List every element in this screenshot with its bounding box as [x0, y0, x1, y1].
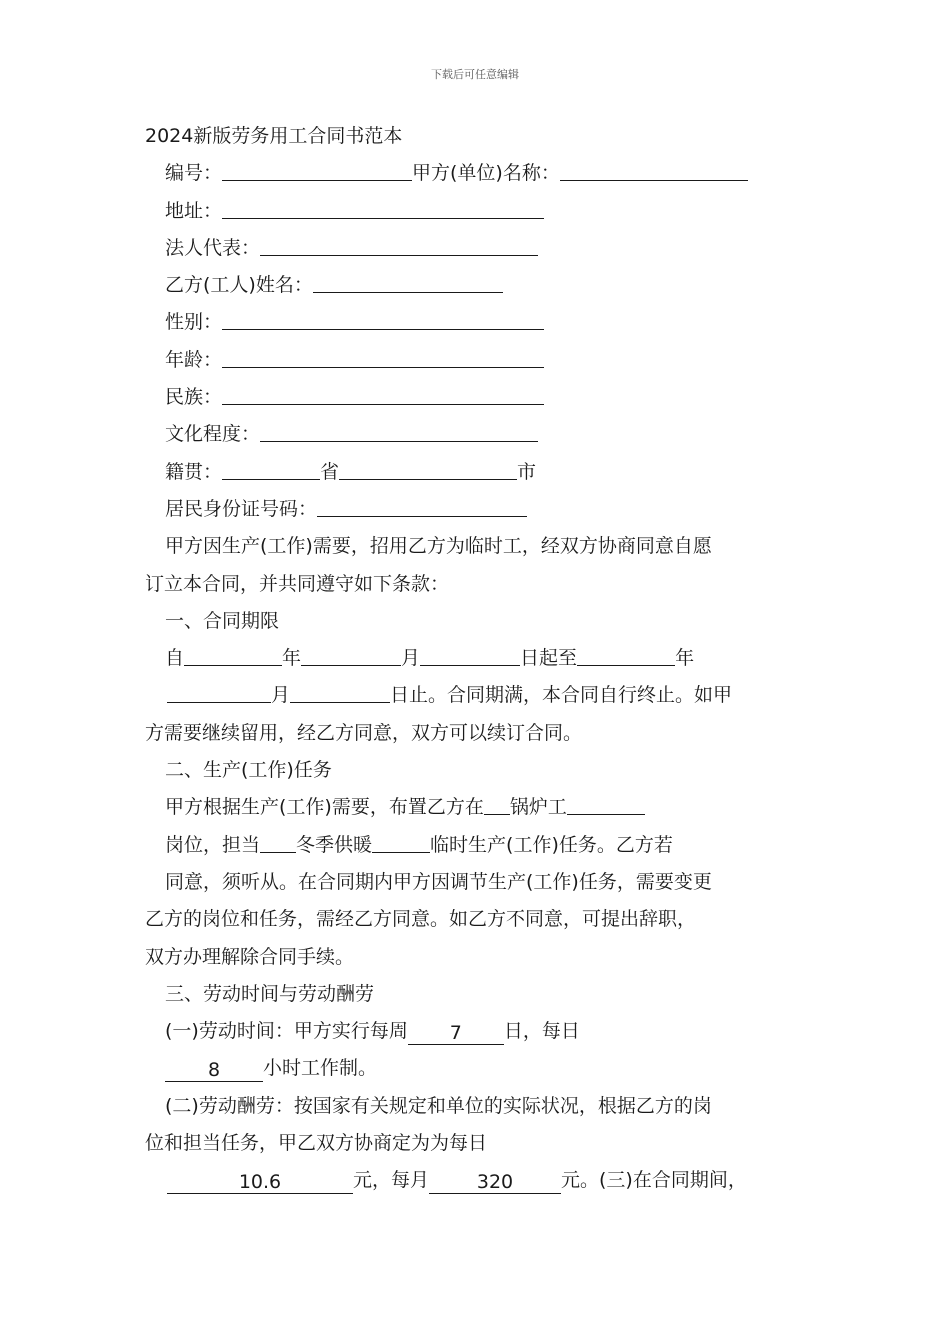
task-blank-right[interactable]: [372, 830, 430, 853]
number-label: 编号：: [165, 162, 223, 185]
age-field[interactable]: [222, 345, 544, 368]
intro-line-2: 订立本合同，并共同遵守如下条款：: [145, 572, 450, 595]
section-3-heading: 三、劳动时间与劳动酬劳: [165, 982, 375, 1005]
party-b-name-label: 乙方(工人)姓名：: [165, 274, 313, 297]
document-title: 2024新版劳务用工合同书范本: [145, 125, 403, 147]
end-month-text: 月: [271, 684, 291, 707]
end-day-field[interactable]: [290, 680, 390, 703]
pay-row-3: [145, 1162, 810, 1199]
province-field[interactable]: [222, 457, 320, 480]
until-text: 日起至: [520, 647, 578, 670]
hours-text-1: (一)劳动时间：甲方实行每周: [165, 1020, 408, 1043]
gender-row: [145, 304, 810, 341]
province-label: 省: [320, 460, 340, 483]
page-header: 下载后可任意编辑: [431, 68, 519, 81]
city-field[interactable]: [339, 457, 517, 480]
address-label: 地址：: [165, 199, 223, 222]
daily-pay-field[interactable]: [167, 1171, 353, 1194]
task-blank-left[interactable]: [260, 830, 296, 853]
address-field[interactable]: [222, 196, 544, 219]
position-blank-right[interactable]: [567, 792, 645, 815]
hours-row-1: [145, 1013, 810, 1050]
legal-rep-label: 法人代表：: [165, 236, 261, 259]
end-year-field[interactable]: [577, 643, 675, 666]
task-text-3: 临时生产(工作)任务。乙方若: [430, 833, 673, 856]
start-month-field[interactable]: [301, 643, 401, 666]
hours-per-day-field[interactable]: [165, 1059, 263, 1082]
start-day-field[interactable]: [420, 643, 520, 666]
contract-term-row-2: [145, 677, 810, 714]
party-a-name-field[interactable]: [560, 158, 748, 181]
end-day-text: 日止。合同期满，本合同自行终止。如甲: [390, 684, 733, 707]
legal-rep-row: [145, 230, 810, 267]
gender-label: 性别：: [165, 311, 223, 334]
monthly-pay-field[interactable]: [429, 1171, 561, 1194]
legal-rep-field[interactable]: [260, 233, 538, 256]
hours-text-3: 小时工作制。: [263, 1057, 378, 1080]
party-a-name-label: 甲方(单位)名称：: [412, 162, 560, 185]
ethnicity-row: [145, 379, 810, 416]
party-b-name-row: [145, 267, 810, 304]
education-field[interactable]: [260, 419, 538, 442]
number-and-party-a-row: [145, 155, 810, 192]
end-month-field[interactable]: [167, 680, 271, 703]
pay-row-1: (二)劳动酬劳：按国家有关规定和单位的实际状况，根据乙方的岗: [165, 1094, 712, 1117]
gender-field[interactable]: [222, 307, 544, 330]
daily-pay-value: 10.6: [238, 1171, 282, 1194]
pay-text-2: 元。(三)在合同期间，: [561, 1169, 747, 1192]
id-number-label: 居民身份证号码：: [165, 497, 318, 520]
ethnicity-field[interactable]: [222, 382, 544, 405]
section-1-heading: 一、合同期限: [165, 609, 280, 632]
task-row-5: 双方办理解除合同手续。: [145, 945, 355, 968]
age-row: [145, 342, 810, 379]
hours-text-2: 日，每日: [503, 1020, 580, 1043]
position-blank-left[interactable]: [484, 792, 510, 815]
task-row-3: 同意，须听从。在合同期内甲方因调节生产(工作)任务，需要变更: [165, 870, 712, 893]
pay-row-2: 位和担当任务，甲乙双方协商定为为每日: [145, 1132, 488, 1155]
hours-row-2: [145, 1050, 810, 1087]
end-year-text: 年: [675, 647, 695, 670]
section-2-heading: 二、生产(工作)任务: [165, 759, 332, 782]
city-label: 市: [517, 460, 537, 483]
task-value: 冬季供暖: [296, 833, 373, 856]
age-label: 年龄：: [165, 348, 223, 371]
month-text: 月: [401, 647, 421, 670]
id-number-row: [145, 491, 810, 528]
education-label: 文化程度：: [165, 423, 261, 446]
contract-document: [145, 118, 810, 1200]
from-text: 自: [165, 647, 185, 670]
contract-term-row-1: [145, 640, 810, 677]
number-field[interactable]: [222, 158, 412, 181]
task-text-2: 岗位，担当: [165, 833, 261, 856]
pay-text-1: 元，每月: [353, 1169, 430, 1192]
task-row-2: [145, 827, 810, 864]
task-text-1: 甲方根据生产(工作)需要，布置乙方在: [165, 796, 484, 819]
monthly-pay-value: 320: [476, 1171, 514, 1194]
address-row: [145, 193, 810, 230]
party-b-name-field[interactable]: [313, 270, 503, 293]
task-row-1: [145, 789, 810, 826]
position-value: 锅炉工: [509, 796, 567, 819]
days-per-week-value: 7: [449, 1022, 462, 1045]
ethnicity-label: 民族：: [165, 386, 223, 409]
days-per-week-field[interactable]: [408, 1022, 504, 1045]
contract-term-row-3: 方需要继续留用，经乙方同意，双方可以续订合同。: [145, 721, 583, 744]
task-row-4: 乙方的岗位和任务，需经乙方同意。如乙方不同意，可提出辞职，: [145, 908, 697, 931]
start-year-field[interactable]: [184, 643, 282, 666]
native-place-label: 籍贯：: [165, 460, 223, 483]
year-text: 年: [282, 647, 302, 670]
id-number-field[interactable]: [317, 494, 527, 517]
hours-per-day-value: 8: [207, 1059, 221, 1082]
native-place-row: [145, 454, 810, 491]
education-row: [145, 416, 810, 453]
intro-line-1: 甲方因生产(工作)需要，招用乙方为临时工，经双方协商同意自愿: [165, 535, 712, 558]
